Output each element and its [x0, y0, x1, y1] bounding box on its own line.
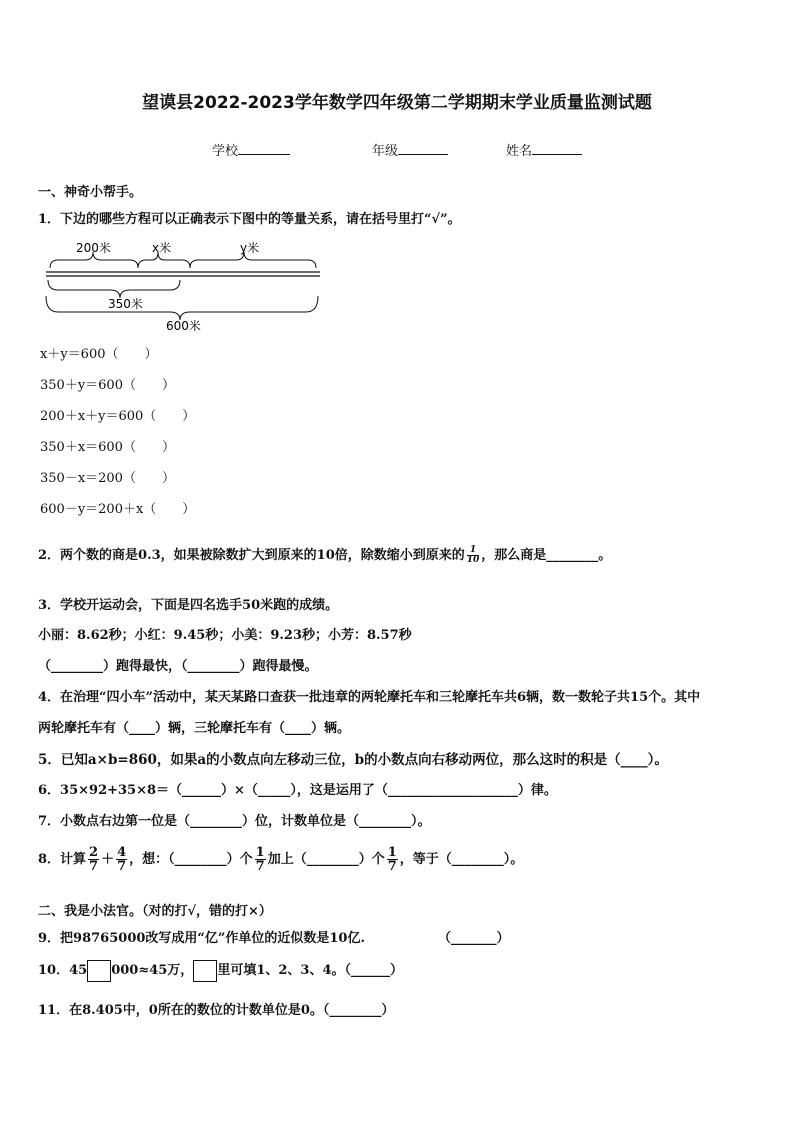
question-8-part-b: ，想：（________）个 [129, 852, 253, 867]
school-field [212, 140, 290, 159]
option-5: 350－x＝200（ ） [40, 471, 175, 486]
name-label: 姓名 [506, 144, 533, 159]
question-6: 6．35×92+35×8＝（______）×（_____），这是运用了（____________________）律。 [38, 783, 557, 798]
question-4-line-2: 两轮摩托车有（____）辆，三轮摩托车有（____）辆。 [38, 721, 351, 736]
label-y: y米 [240, 241, 260, 255]
question-8-part-c: 加上（________）个 [267, 852, 385, 867]
segment-diagram [38, 236, 328, 336]
fraction-numerator: 4 [117, 845, 127, 860]
label-600: 600米 [166, 319, 201, 333]
fraction-denominator: 7 [117, 859, 127, 874]
fill-box-reference [193, 960, 217, 982]
school-label: 学校 [212, 144, 239, 159]
page-title: 望谟县2022-2023学年数学四年级第二学期期末学业质量监测试题 [142, 93, 652, 113]
question-2-part-b: ，那么商是________。 [481, 548, 612, 563]
plus-sign: ＋ [101, 852, 115, 867]
label-350: 350米 [108, 297, 143, 311]
grade-label: 年级 [372, 144, 399, 159]
question-3-answer: （________）跑得最快，（________）跑得最慢。 [38, 659, 318, 674]
question-1-text: 1．下边的哪些方程可以正确表示下图中的等量关系，请在括号里打“√”。 [38, 212, 461, 227]
question-8-part-d: ，等于（________）。 [399, 852, 524, 867]
label-200: 200米 [76, 241, 111, 255]
question-11: 11．在8.405中，0所在的数位的计数单位是0。（________） [38, 1003, 395, 1018]
question-4-line-1: 4．在治理“四小车”活动中，某天某路口查获一批违章的两轮摩托车和三轮摩托车共6辆，数一数轮子共15个。其中 [38, 690, 701, 705]
option-6: 600－y＝200＋x（ ） [40, 502, 196, 517]
question-2 [38, 544, 611, 565]
question-10-part-c: 里可填1、2、3、4。（______） [217, 963, 403, 978]
school-blank [238, 142, 290, 155]
question-5: 5．已知a×b=860，如果a的小数点向左移动三位，b的小数点向右移动两位，那么这时的积是（____）。 [38, 752, 668, 768]
fraction-2-7 [88, 846, 99, 873]
question-2-part-a: 2．两个数的商是0.3，如果被除数扩大到原来的10倍，除数缩小到原来的 [38, 548, 465, 563]
grade-blank [398, 142, 448, 155]
fraction-1-7-second [387, 846, 398, 873]
question-10-part-a: 10．45 [38, 963, 88, 978]
option-4: 350＋x＝600（ ） [40, 440, 175, 455]
name-blank [532, 142, 582, 155]
question-7: 7．小数点右边第一位是（________）位，计数单位是（________）。 [38, 814, 431, 829]
fill-box [87, 960, 111, 982]
name-field [506, 140, 582, 159]
fraction-denominator: 7 [255, 859, 265, 874]
fraction-numerator: 1 [255, 845, 265, 860]
question-8 [38, 846, 523, 873]
fraction-4-7 [116, 846, 127, 873]
fraction-numerator: 1 [467, 546, 480, 556]
fraction-1-7 [255, 846, 266, 873]
fraction-numerator: 2 [89, 845, 99, 860]
fraction-denominator: 7 [89, 859, 99, 874]
section-2-heading: 二、我是小法官。（对的打√，错的打×） [38, 904, 272, 919]
question-9-text: 9．把98765000改写成用“亿”作单位的近似数是10亿. [38, 931, 365, 946]
question-3-text: 3．学校开运动会，下面是四名选手50米跑的成绩。 [38, 598, 339, 613]
question-10-part-b: 000≈45万， [111, 963, 194, 978]
label-x: x米 [152, 241, 172, 255]
fraction-denominator: 10 [466, 555, 480, 565]
question-8-part-a: 8．计算 [38, 852, 87, 867]
grade-field [372, 140, 448, 159]
section-1-heading: 一、神奇小帮手。 [38, 185, 143, 200]
brace-600 [46, 296, 318, 320]
option-3: 200＋x＋y＝600（ ） [40, 409, 196, 424]
question-10 [38, 959, 403, 982]
question-3-results: 小丽：8.62秒；小红：9.45秒；小美：9.23秒；小芳：8.57秒 [38, 628, 412, 643]
fraction-1-10 [467, 546, 480, 565]
question-9-answer: （_______） [438, 931, 510, 946]
fraction-numerator: 1 [387, 845, 397, 860]
brace-350 [48, 280, 180, 298]
option-2: 350＋y＝600（ ） [40, 378, 175, 393]
option-1: x＋y＝600（ ） [40, 347, 158, 362]
fraction-denominator: 7 [387, 859, 397, 874]
